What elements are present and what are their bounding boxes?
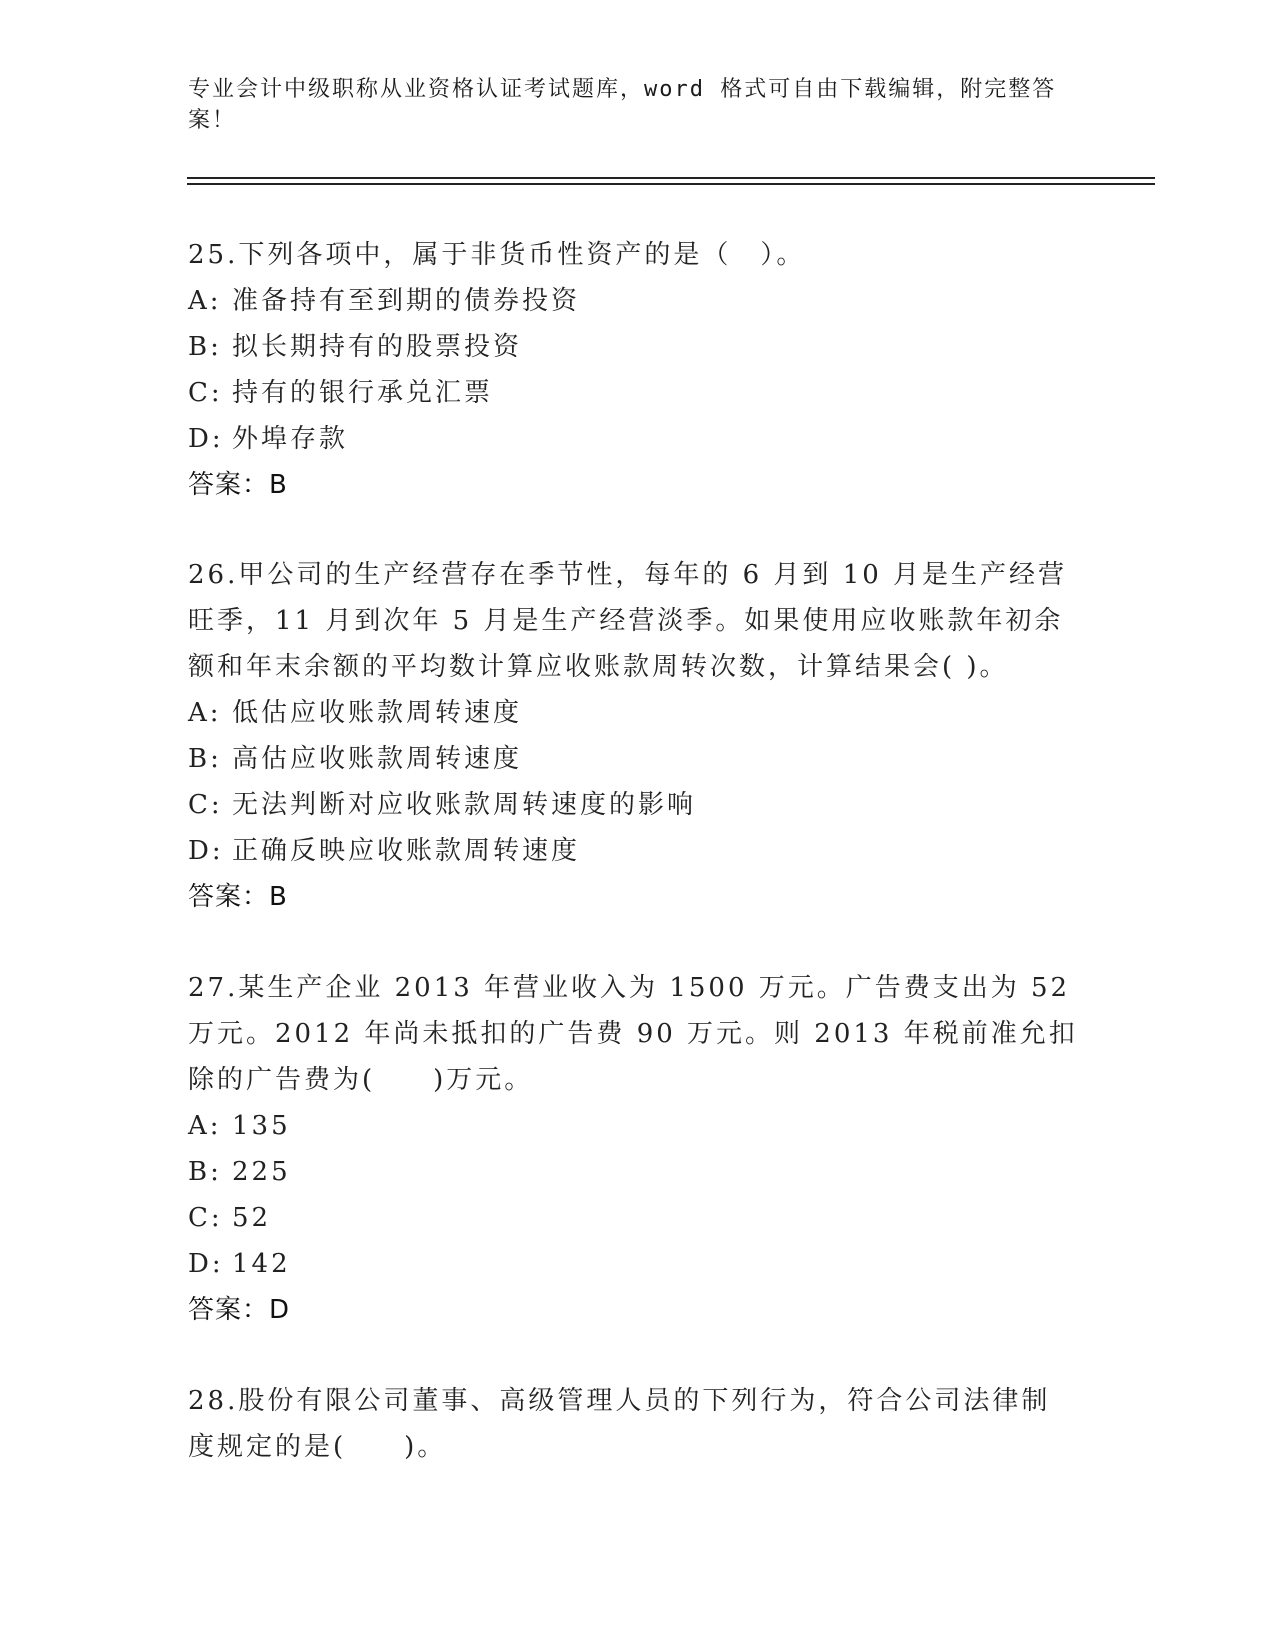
question-stem xyxy=(188,1378,1078,1470)
option-label: C: xyxy=(188,378,223,408)
answer-value: B xyxy=(269,882,288,912)
option-c xyxy=(188,782,1078,828)
option-label: A: xyxy=(188,286,222,316)
option-text: 正确反映应收账款周转速度 xyxy=(232,836,581,866)
question-25 xyxy=(188,232,1078,508)
option-a xyxy=(188,690,1078,736)
option-text: 准备持有至到期的债券投资 xyxy=(232,286,581,316)
option-a xyxy=(188,1103,1078,1149)
option-text: 低估应收账款周转速度 xyxy=(232,698,523,728)
question-number: 25. xyxy=(188,240,239,270)
question-text: 某生产企业 2013 年营业收入为 1500 万元。广告费支出为 52 万元。2012 年尚未抵扣的广告费 90 万元。则 2013 年税前准允扣除的广告费为( )万元。 xyxy=(188,973,1078,1095)
header-divider-bottom xyxy=(187,183,1155,185)
option-b xyxy=(188,1149,1078,1195)
answer-label: 答案： xyxy=(188,470,270,500)
option-text: 225 xyxy=(232,1157,291,1187)
question-stem xyxy=(188,552,1078,690)
option-label: B: xyxy=(188,744,222,774)
option-label: B: xyxy=(188,1157,222,1187)
answer-label: 答案： xyxy=(188,1295,270,1325)
question-27 xyxy=(188,965,1078,1333)
option-d xyxy=(188,416,1078,462)
option-text: 135 xyxy=(232,1111,291,1141)
option-text: 外埠存款 xyxy=(232,424,349,454)
option-text: 142 xyxy=(232,1249,291,1279)
answer-line xyxy=(188,874,1078,920)
option-text: 拟长期持有的股票投资 xyxy=(232,332,523,362)
option-label: B: xyxy=(188,332,222,362)
option-c xyxy=(188,1195,1078,1241)
question-text: 股份有限公司董事、高级管理人员的下列行为，符合公司法律制度规定的是( )。 xyxy=(188,1386,1051,1462)
question-stem xyxy=(188,232,1078,278)
option-a xyxy=(188,278,1078,324)
question-number: 27. xyxy=(188,973,239,1003)
option-label: D: xyxy=(188,1249,224,1279)
answer-label: 答案： xyxy=(188,882,270,912)
option-label: C: xyxy=(188,790,223,820)
option-text: 无法判断对应收账款周转速度的影响 xyxy=(232,790,697,820)
question-text: 下列各项中，属于非货币性资产的是（ ）。 xyxy=(238,240,806,270)
question-number: 26. xyxy=(188,560,239,590)
answer-value: D xyxy=(269,1295,291,1325)
option-d xyxy=(188,1241,1078,1287)
option-text: 持有的银行承兑汇票 xyxy=(232,378,494,408)
option-label: A: xyxy=(188,698,222,728)
question-text: 甲公司的生产经营存在季节性，每年的 6 月到 10 月是生产经营旺季，11 月到次年 5 月是生产经营淡季。如果使用应收账款年初余额和年末余额的平均数计算应收账款周转次数，计算结果会( )。 xyxy=(188,560,1068,682)
option-c xyxy=(188,370,1078,416)
option-b xyxy=(188,324,1078,370)
question-28 xyxy=(188,1378,1078,1470)
option-text: 52 xyxy=(232,1203,272,1233)
answer-line xyxy=(188,462,1078,508)
header-divider-top xyxy=(187,177,1155,179)
option-label: A: xyxy=(188,1111,222,1141)
option-label: D: xyxy=(188,836,224,866)
header-note: 专业会计中级职称从业资格认证考试题库，word 格式可自由下载编辑，附完整答案！ xyxy=(188,77,1057,133)
option-b xyxy=(188,736,1078,782)
question-stem xyxy=(188,965,1078,1103)
option-label: D: xyxy=(188,424,224,454)
question-number: 28. xyxy=(188,1386,239,1416)
option-d xyxy=(188,828,1078,874)
answer-line xyxy=(188,1287,1078,1333)
option-label: C: xyxy=(188,1203,223,1233)
question-26 xyxy=(188,552,1078,920)
answer-value: B xyxy=(269,470,288,500)
option-text: 高估应收账款周转速度 xyxy=(232,744,523,774)
